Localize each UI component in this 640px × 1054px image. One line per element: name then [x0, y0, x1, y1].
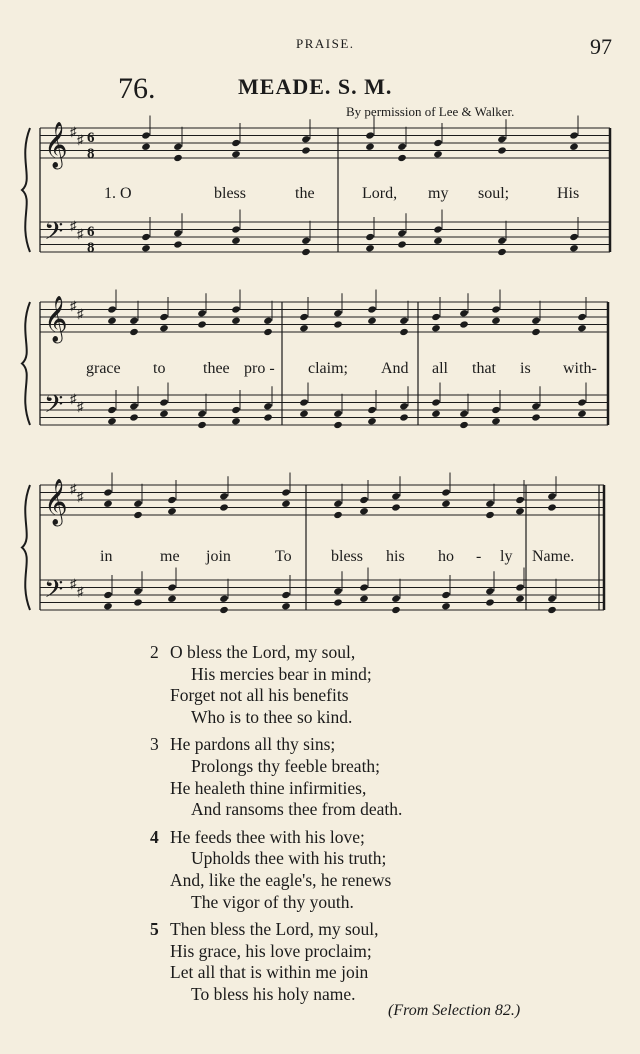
note-head	[367, 305, 377, 313]
note-head	[397, 154, 407, 162]
note-head	[197, 421, 207, 429]
note-head	[299, 324, 309, 332]
note-head	[133, 511, 143, 519]
verse-text	[150, 642, 610, 1012]
note-head	[433, 150, 443, 158]
lyric-syllable: in	[100, 548, 113, 565]
note-head	[547, 503, 557, 511]
note-head	[547, 595, 557, 603]
note-head	[459, 320, 469, 328]
note-head	[231, 317, 241, 325]
sharp-sign: ♯	[77, 132, 84, 147]
note-head	[173, 154, 183, 162]
note-head	[577, 410, 587, 418]
note-head	[263, 317, 273, 325]
note-head	[159, 398, 169, 406]
lyric-syllable: me	[160, 548, 180, 565]
note-head	[231, 237, 241, 245]
lyric-syllable: grace	[86, 360, 121, 377]
verse-line: He healeth thine infirmities,	[170, 777, 367, 798]
note-head	[333, 511, 343, 519]
note-head	[107, 317, 117, 325]
sharp-sign: ♯	[70, 124, 77, 139]
note-head	[159, 410, 169, 418]
note-head	[497, 146, 507, 154]
note-head	[359, 507, 369, 515]
note-head	[333, 500, 343, 508]
note-head	[281, 602, 291, 610]
note-head	[515, 583, 525, 591]
note-head	[333, 410, 343, 418]
time-signature: 8	[87, 146, 95, 162]
note-head	[485, 587, 495, 595]
note-head	[263, 328, 273, 336]
note-head	[365, 244, 375, 252]
lyric-syllable: my	[428, 185, 449, 202]
note-head	[103, 591, 113, 599]
note-head	[441, 591, 451, 599]
note-head	[281, 488, 291, 496]
note-head	[391, 606, 401, 614]
lyric-syllable: And	[381, 360, 409, 377]
tune-name: MEADE. S. M.	[238, 74, 393, 99]
note-head	[431, 398, 441, 406]
lyric-syllable: To	[275, 548, 292, 565]
note-head	[569, 233, 579, 241]
note-head	[219, 595, 229, 603]
note-head	[397, 143, 407, 151]
note-head	[333, 309, 343, 317]
note-head	[431, 324, 441, 332]
sharp-sign: ♯	[70, 298, 77, 313]
note-head	[159, 324, 169, 332]
note-head	[173, 143, 183, 151]
lyric-syllable: all	[432, 360, 448, 377]
note-head	[301, 237, 311, 245]
note-head	[231, 225, 241, 233]
note-head	[365, 233, 375, 241]
note-head	[333, 421, 343, 429]
note-head	[577, 398, 587, 406]
note-head	[281, 500, 291, 508]
note-head	[107, 406, 117, 414]
note-head	[299, 410, 309, 418]
note-head	[359, 496, 369, 504]
note-head	[173, 240, 183, 248]
note-head	[333, 320, 343, 328]
note-head	[441, 602, 451, 610]
note-head	[301, 135, 311, 143]
treble-clef: 𝄞	[44, 479, 68, 525]
note-head	[167, 595, 177, 603]
note-head	[569, 143, 579, 151]
note-head	[433, 237, 443, 245]
note-head	[367, 317, 377, 325]
note-head	[515, 595, 525, 603]
running-title: PRAISE.	[296, 36, 355, 51]
note-head	[167, 496, 177, 504]
note-head	[281, 591, 291, 599]
treble-clef: 𝄞	[44, 296, 68, 342]
note-head	[491, 417, 501, 425]
note-head	[107, 305, 117, 313]
note-head	[531, 402, 541, 410]
sharp-sign: ♯	[70, 481, 77, 496]
note-head	[107, 417, 117, 425]
note-head	[129, 402, 139, 410]
note-head	[367, 406, 377, 414]
note-head	[133, 500, 143, 508]
note-head	[159, 313, 169, 321]
verse-line: 3 He pardons all thy sins;	[150, 734, 336, 755]
permission-note: By permission of Lee & Walker.	[346, 104, 515, 119]
note-head	[141, 233, 151, 241]
note-head	[219, 606, 229, 614]
lyric-syllable: thee	[203, 360, 230, 377]
note-head	[399, 402, 409, 410]
lyric-syllable: that	[472, 360, 496, 377]
note-head	[459, 410, 469, 418]
note-head	[515, 507, 525, 515]
sharp-sign: ♯	[70, 218, 77, 233]
lyric-syllable: his	[386, 548, 405, 565]
note-head	[569, 244, 579, 252]
note-head	[219, 503, 229, 511]
note-head	[299, 313, 309, 321]
note-head	[133, 598, 143, 606]
note-head	[391, 492, 401, 500]
note-head	[301, 248, 311, 256]
verse-line: To bless his holy name.	[191, 983, 356, 1004]
note-head	[103, 500, 113, 508]
sharp-sign: ♯	[70, 391, 77, 406]
note-head	[569, 131, 579, 139]
note-head	[485, 500, 495, 508]
note-head	[299, 398, 309, 406]
note-head	[231, 139, 241, 147]
note-head	[433, 225, 443, 233]
lyric-syllable: Lord,	[362, 185, 398, 202]
note-head	[367, 417, 377, 425]
note-head	[497, 135, 507, 143]
lyric-syllable: His	[557, 185, 580, 202]
note-head	[231, 417, 241, 425]
sharp-sign: ♯	[77, 306, 84, 321]
note-head	[103, 602, 113, 610]
sharp-sign: ♯	[77, 226, 84, 241]
note-head	[431, 313, 441, 321]
note-head	[491, 406, 501, 414]
note-head	[491, 305, 501, 313]
note-head	[441, 500, 451, 508]
note-head	[391, 595, 401, 603]
note-head	[391, 503, 401, 511]
lyric-syllable: -	[476, 548, 482, 565]
note-head	[399, 413, 409, 421]
time-signature: 6	[87, 224, 95, 240]
note-head	[399, 317, 409, 325]
page-number: 97	[590, 34, 612, 59]
verse-line: 5 Then bless the Lord, my soul,	[150, 919, 379, 940]
note-head	[133, 587, 143, 595]
note-head	[497, 237, 507, 245]
lyric-syllable: 1. O	[104, 185, 132, 202]
verse-line: The vigor of thy youth.	[191, 891, 354, 912]
note-head	[359, 595, 369, 603]
verse-line: His mercies bear in mind;	[191, 663, 372, 684]
note-head	[515, 496, 525, 504]
sharp-sign: ♯	[77, 399, 84, 414]
note-head	[359, 583, 369, 591]
source-note: (From Selection 82.)	[388, 1002, 521, 1019]
note-head	[197, 320, 207, 328]
lyric-syllable: claim;	[308, 360, 348, 377]
note-head	[531, 317, 541, 325]
verse-line: Let all that is within me join	[170, 962, 369, 983]
lyric-syllable: soul;	[478, 185, 510, 202]
verse-line: And, like the eagle's, he renews	[170, 869, 392, 890]
note-head	[485, 511, 495, 519]
note-head	[547, 606, 557, 614]
note-head	[141, 143, 151, 151]
note-head	[491, 317, 501, 325]
note-head	[531, 413, 541, 421]
note-head	[485, 598, 495, 606]
note-head	[547, 492, 557, 500]
system-brace	[22, 128, 30, 252]
note-head	[141, 244, 151, 252]
stanza	[150, 642, 610, 728]
note-head	[263, 402, 273, 410]
verse-line: Who is to thee so kind.	[191, 706, 353, 727]
stanza	[150, 919, 610, 1005]
note-head	[231, 150, 241, 158]
stanza-number: 2	[150, 642, 159, 662]
note-head	[129, 317, 139, 325]
bass-clef: 𝄢	[44, 390, 64, 425]
note-head	[431, 410, 441, 418]
stanza-number: 4	[150, 826, 159, 847]
lyric-syllable: bless	[214, 185, 246, 202]
lyric-syllable: ho	[438, 548, 454, 565]
lyric-syllable: bless	[331, 548, 363, 565]
note-head	[333, 598, 343, 606]
note-head	[577, 324, 587, 332]
note-head	[441, 488, 451, 496]
lyric-syllable: to	[153, 360, 166, 377]
hymn-number: 76.	[118, 72, 156, 105]
note-head	[173, 229, 183, 237]
note-head	[167, 583, 177, 591]
sharp-sign: ♯	[70, 576, 77, 591]
note-head	[231, 305, 241, 313]
note-head	[459, 309, 469, 317]
sharp-sign: ♯	[77, 489, 84, 504]
verse-line: Prolongs thy feeble breath;	[191, 755, 381, 776]
stanza-number: 3	[150, 734, 159, 755]
stanza	[150, 734, 610, 820]
note-head	[129, 413, 139, 421]
lyric-syllable: the	[295, 185, 315, 202]
note-head	[263, 413, 273, 421]
note-head	[167, 507, 177, 515]
note-head	[333, 587, 343, 595]
note-head	[231, 406, 241, 414]
note-head	[531, 328, 541, 336]
sharp-sign: ♯	[77, 584, 84, 599]
verse-line: And ransoms thee from death.	[191, 799, 403, 820]
note-head	[219, 492, 229, 500]
system-brace	[22, 302, 30, 425]
note-head	[197, 410, 207, 418]
note-head	[129, 328, 139, 336]
note-head	[197, 309, 207, 317]
stanza	[150, 827, 610, 913]
note-head	[103, 488, 113, 496]
system-brace	[22, 485, 30, 610]
stanza-number: 5	[150, 919, 159, 940]
note-head	[365, 143, 375, 151]
verse-line: Upholds thee with his truth;	[191, 848, 387, 869]
note-head	[459, 421, 469, 429]
verse-line: His grace, his love proclaim;	[170, 940, 372, 961]
note-head	[577, 313, 587, 321]
note-head	[397, 229, 407, 237]
bass-clef: 𝄢	[44, 575, 64, 610]
lyric-syllable: ly	[500, 548, 513, 565]
note-head	[399, 328, 409, 336]
time-signature: 8	[87, 240, 95, 256]
note-head	[301, 146, 311, 154]
treble-clef: 𝄞	[44, 122, 68, 168]
lyric-syllable: is	[520, 360, 531, 377]
note-head	[365, 131, 375, 139]
note-head	[433, 139, 443, 147]
note-head	[397, 240, 407, 248]
note-head	[141, 131, 151, 139]
lyric-syllable: with-	[563, 360, 597, 377]
verse-line: Forget not all his benefits	[170, 685, 349, 706]
lyric-syllable: pro -	[244, 360, 275, 377]
time-signature: 6	[87, 130, 95, 146]
verse-line: 2 O bless the Lord, my soul,	[150, 642, 356, 662]
bass-clef: 𝄢	[44, 217, 64, 252]
verse-line: 4 He feeds thee with his love;	[150, 826, 365, 847]
lyric-syllable: Name.	[532, 548, 575, 565]
note-head	[497, 248, 507, 256]
lyric-syllable: join	[206, 548, 231, 565]
